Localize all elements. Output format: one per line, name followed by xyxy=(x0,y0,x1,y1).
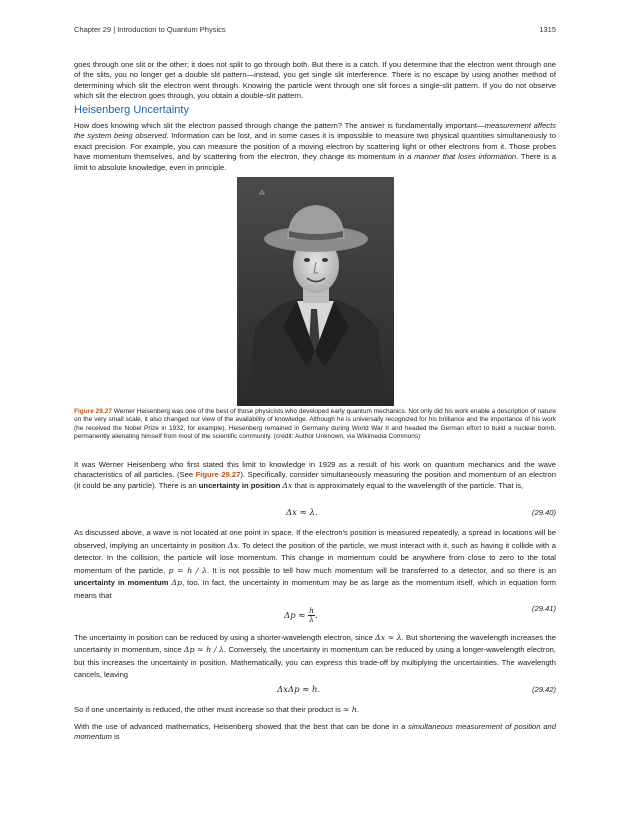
figure-link[interactable]: Figure 29.27 xyxy=(195,470,241,480)
page-header xyxy=(74,25,556,34)
section-heading xyxy=(74,104,556,116)
equation-number: (29.41) xyxy=(531,604,556,613)
heisenberg-photo xyxy=(237,177,394,406)
portrait-image xyxy=(237,177,394,406)
figure-caption: Figure 29.27 Werner Heisenberg was one of the best of those physicists who developed early quantum mechanics. Not only did his work enable a description of nature on the very small scale, it also changed our view of the availability of knowledge. Although he is universally recognized for his brilliance and the importance of his work (he received the Nobel Prize in 1932, for example), Heisenberg remained in Germany during World War II and headed the German effort to build a nuclear bomb, permanently alienating himself from most of the scientific community. (credit: Author Unknown, via Wikimedia Commons) xyxy=(74,408,556,440)
paragraph-product: So if one uncertainty is reduced, the other must increase so that their product is ≈ h. xyxy=(74,705,360,714)
equation-29-42: ΔxΔp ≈ h. (29.42) xyxy=(277,685,556,695)
equation-number: (29.42) xyxy=(531,685,556,694)
paragraph-measurement: How does knowing which slit the electron passed through change the pattern? The answer is fundamentally important—measurement affects the system being observed. Information can be lost, and in some cases it is impossible to measure two physical quantities simultaneously to exact precision. For example, you can measure the position of a moving electron by scattering light or other electrons from it. Those probes have momentum themselves, and by scattering from the electron, they change its momentum in a manner that loses information. There is a limit to absolute knowledge, even in principle. xyxy=(74,121,557,172)
chapter-title: Chapter 29 | Introduction to Quantum Physics xyxy=(74,25,226,34)
paragraph-heisenberg: It was Werner Heisenberg who first stated this limit to knowledge in 1929 as a result of his work on quantum mechanics and the wave characteristics of all particles. (See Figure 29.27). Specifically, consider simultaneously measuring the position and momentum of an electron (it could be any particle). There is an uncertainty in position Δx that is approximately equal to the wavelength of the particle. That is, xyxy=(74,460,557,490)
paragraph-uncertainty: As discussed above, a wave is not located at one point in space. If the electron's position is measured repeatedly, a spread in locations will be observed, implying an uncertainty in position Δx. To detect the position of the particle, we must interact with it, such as having it collide with a detector. In the collision, the particle will lose momentum. This change in momentum could be anywhere from close to zero to the total momentum of the particle, p = h / λ. It is not possible to tell how much momentum will be transferred to a detector, and so there is an uncertainty in momentum Δp, too. In fact, the uncertainty in momentum may be as large as the momentum itself, which in equation form means that xyxy=(74,528,557,600)
paragraph-advanced: With the use of advanced mathematics, Heisenberg showed that the best that can be done in a simultaneous measurement of position and momentum is xyxy=(74,722,556,742)
fraction: $\frac{h}{\lambda}$ xyxy=(309,606,314,624)
svg-text:⁂: ⁂ xyxy=(259,190,265,197)
section-title: Heisenberg Uncertainty xyxy=(74,104,189,116)
equation-29-41: Δp ≈ $\frac{h}{\lambda}$ . (29.41) xyxy=(284,604,556,624)
equation-number: (29.40) xyxy=(531,508,556,517)
equation-29-40: Δx ≈ λ. (29.40) xyxy=(286,508,556,518)
page-number: 1315 xyxy=(539,25,556,34)
paragraph-tradeoff: The uncertainty in position can be reduced by using a shorter-wavelength electron, since Δx ≈ λ. But shortening the wavelength increases the uncertainty in momentum, since Δp ≈ h / λ. Conversely, the uncertainty in momentum can be reduced by using a longer-wavelength electron, but this increases the uncertainty in position. Mathematically, you can express this trade-off by multiplying the uncertainties. The wavelength cancels, leaving xyxy=(74,633,557,680)
figure-label: Figure 29.27 xyxy=(74,408,112,415)
paragraph-intro: goes through one slit or the other; it does not split to go through both. But there is a catch. If you determine that the electron went through one of the slits, you no longer get a double slit pattern—instead, you get single slit interference. There is no escape by using another method of determining which slit the electron went through. Knowing the particle went through one slit forces a single-slit pattern. If you do not observe which slit the electron goes through, you obtain a double-slit pattern. xyxy=(74,60,556,101)
